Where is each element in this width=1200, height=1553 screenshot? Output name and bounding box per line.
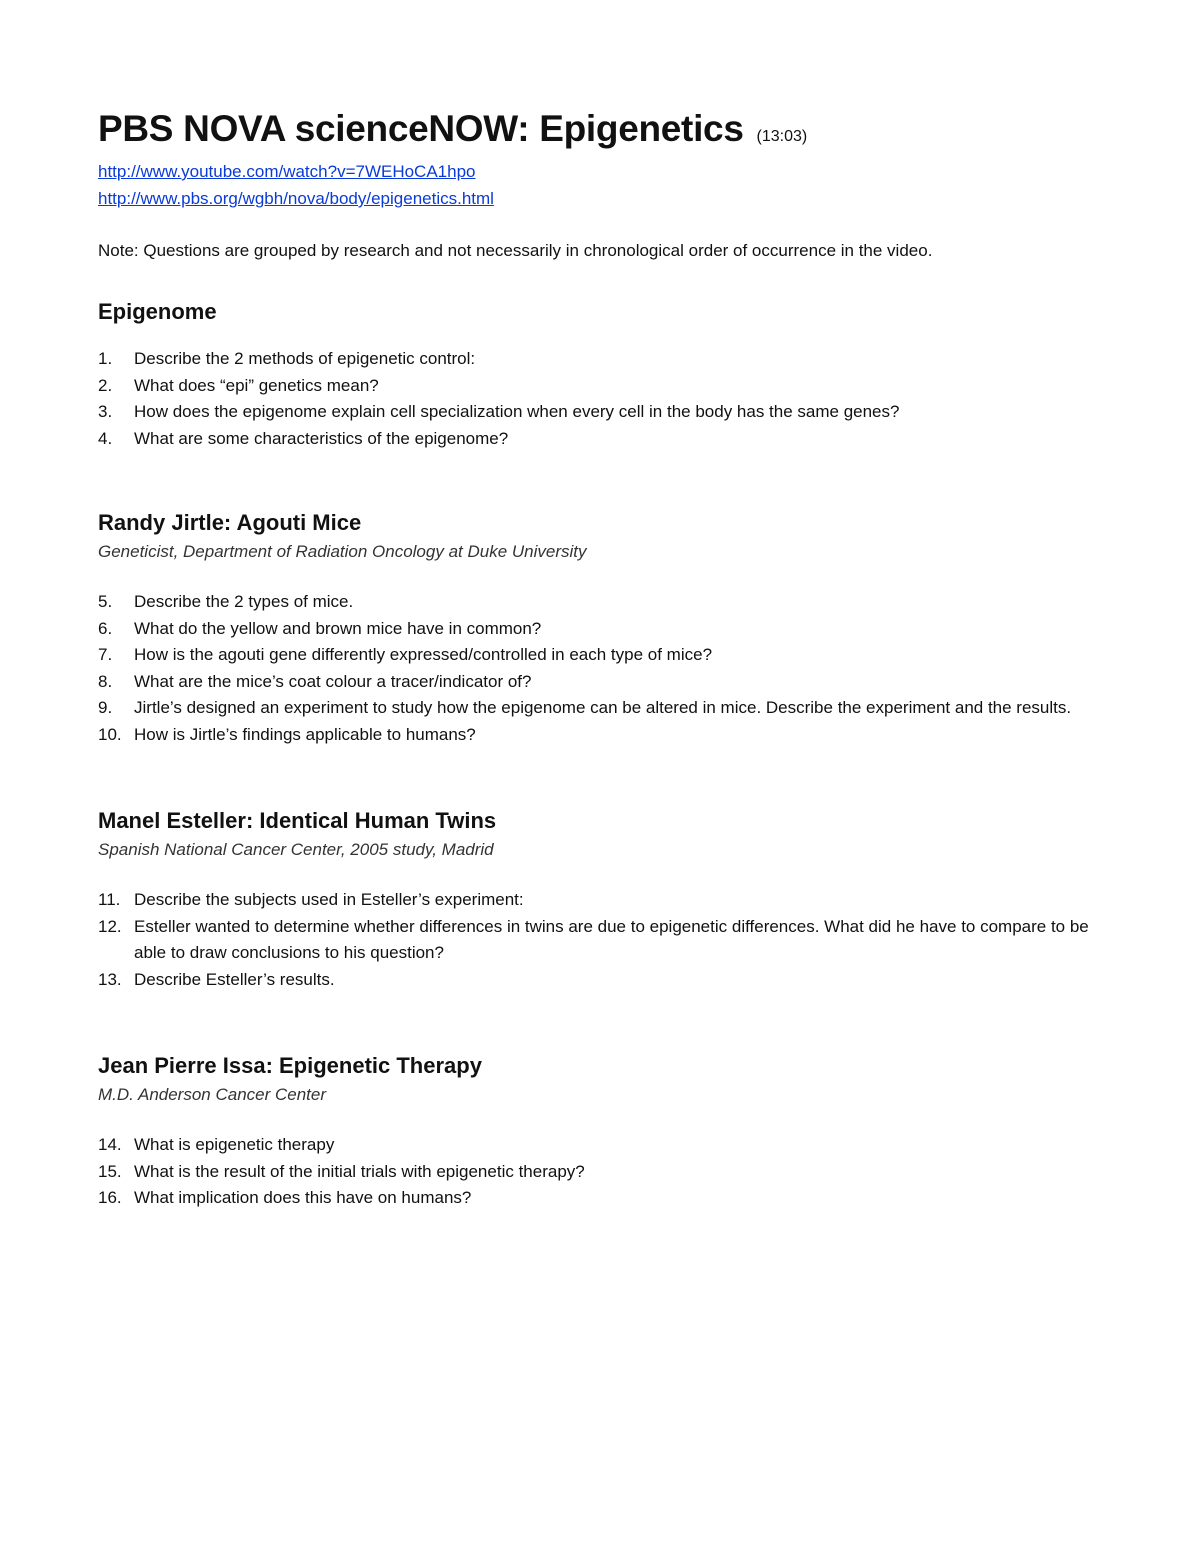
question-text: Esteller wanted to determine whether differences in twins are due to epigenetic differences. What did he have to compare to be able to draw conclusions to his question? (134, 916, 1089, 962)
question-number: 12. (98, 916, 122, 936)
question-text: Describe the 2 methods of epigenetic control: (134, 349, 476, 368)
question-number: 9. (98, 698, 113, 717)
question-text: Jirtle’s designed an experiment to study how the epigenome can be altered in mice. Describe the experiment and the results. (134, 698, 1072, 717)
question-number: 13. (98, 969, 122, 989)
title-text: PBS NOVA scienceNOW: Epigenetics (98, 108, 744, 149)
question-item (98, 1159, 1108, 1186)
question-number: 2. (98, 375, 113, 395)
question-number: 11. (98, 890, 121, 909)
question-number: 5. (98, 592, 113, 611)
question-item (98, 616, 1108, 643)
question-item (98, 1132, 1108, 1159)
question-text: What is epigenetic therapy (134, 1135, 335, 1154)
question-item (98, 967, 1108, 994)
document-title (98, 100, 1108, 158)
question-number: 3. (98, 402, 113, 421)
question-item (98, 426, 1108, 453)
question-item (98, 722, 1108, 749)
question-text: What are the mice’s coat colour a tracer/indicator of? (134, 671, 532, 691)
question-text: How is the agouti gene differently expressed/controlled in each type of mice? (134, 645, 713, 664)
section-title: Epigenome (98, 299, 217, 324)
note-text: Note: Questions are grouped by research and not necessarily in chronological order of occurrence in the video. (98, 241, 933, 260)
question-item (98, 373, 1108, 400)
question-text: What implication does this have on humans? (134, 1188, 472, 1207)
question-number: 16. (98, 1188, 122, 1207)
question-number: 6. (98, 618, 113, 638)
section-title: Randy Jirtle: Agouti Mice (98, 510, 362, 535)
question-list (98, 1132, 1108, 1212)
section-title: Manel Esteller: Identical Human Twins (98, 808, 497, 833)
section-title: Jean Pierre Issa: Epigenetic Therapy (98, 1053, 482, 1078)
question-item (98, 887, 1108, 914)
question-text: Describe Esteller’s results. (134, 969, 335, 989)
question-text: Describe the 2 types of mice. (134, 592, 354, 611)
question-number: 8. (98, 671, 113, 691)
question-item (98, 695, 1108, 722)
question-number: 4. (98, 428, 113, 448)
question-number: 7. (98, 645, 113, 664)
question-text: What do the yellow and brown mice have in common? (134, 618, 542, 638)
section-subtitle: M.D. Anderson Cancer Center (98, 1085, 327, 1104)
section-subtitle: Spanish National Cancer Center, 2005 study, Madrid (98, 840, 494, 859)
question-item (98, 669, 1108, 696)
document-page (98, 100, 1108, 1212)
question-list (98, 589, 1108, 748)
question-item (98, 1185, 1108, 1212)
question-text: How does the epigenome explain cell specialization when every cell in the body has the same genes? (134, 402, 900, 421)
section-subtitle: Geneticist, Department of Radiation Oncology at Duke University (98, 542, 587, 561)
question-number: 14. (98, 1135, 122, 1154)
youtube-link[interactable]: http://www.youtube.com/watch?v=7WEHoCA1hpo (98, 162, 476, 181)
section-esteller (98, 806, 1108, 993)
question-list (98, 346, 1108, 452)
question-number: 1. (98, 349, 113, 368)
question-text: What does “epi” genetics mean? (134, 375, 379, 395)
question-item (98, 589, 1108, 616)
section-issa (98, 1051, 1108, 1212)
question-text: What are some characteristics of the epigenome? (134, 428, 509, 448)
question-text: Describe the subjects used in Esteller’s experiment: (134, 890, 524, 909)
question-list (98, 887, 1108, 993)
question-item (98, 914, 1108, 967)
question-number: 15. (98, 1161, 122, 1181)
pbs-link[interactable]: http://www.pbs.org/wgbh/nova/body/epigenetics.html (98, 189, 494, 208)
question-text: How is Jirtle’s findings applicable to humans? (134, 724, 476, 744)
question-text: What is the result of the initial trials with epigenetic therapy? (134, 1161, 585, 1181)
question-item (98, 399, 1108, 426)
question-item (98, 642, 1108, 669)
video-links (98, 158, 1108, 212)
question-number: 10. (98, 724, 122, 744)
section-epigenome (98, 297, 1108, 452)
section-jirtle (98, 508, 1108, 748)
question-item (98, 346, 1108, 373)
video-duration: (13:03) (756, 128, 808, 145)
